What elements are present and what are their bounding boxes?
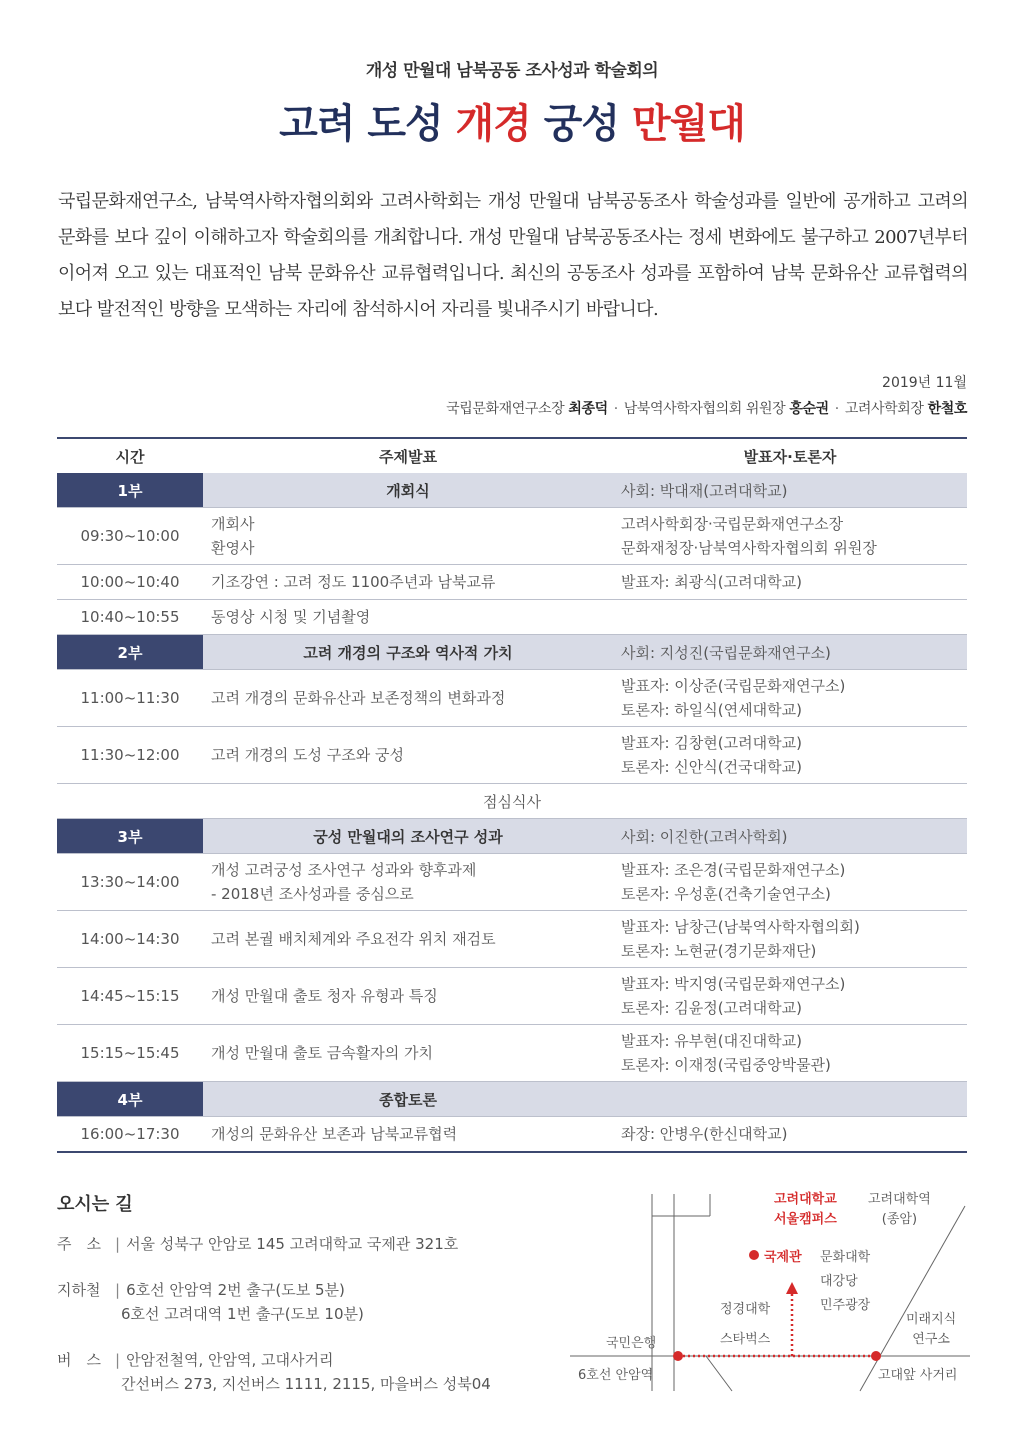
- directions-title: 오시는 길: [57, 1194, 133, 1215]
- location-map: [570, 1186, 970, 1396]
- section-moderator: 사회: 박대재(고려대학교): [621, 481, 788, 500]
- table-row: [57, 968, 967, 1025]
- row-topic: [203, 858, 613, 906]
- speaker-line: 문화재청장·남북역사학자협의회 위원장: [621, 539, 877, 557]
- section-row: [57, 635, 967, 670]
- row-time: 15:15~15:45: [80, 1044, 180, 1062]
- header-time: 시간: [115, 447, 145, 466]
- map-side-road: [706, 1356, 732, 1391]
- speaker-line: 토론자: 김윤정(고려대학교): [621, 999, 802, 1017]
- row-time: 11:30~12:00: [80, 746, 180, 764]
- row-speakers: [613, 570, 967, 594]
- topic-line: 고려 개경의 도성 구조와 궁성: [211, 746, 404, 764]
- korea-univ-station-label: 고려대학역 (종암): [868, 1192, 931, 1227]
- row-speakers: [613, 972, 967, 1020]
- section-moderator: 사회: 이진한(고려사학회): [621, 827, 788, 846]
- campus-label: 고려대학교 서울캠퍼스: [774, 1192, 837, 1227]
- section-title: 궁성 만월대의 조사연구 성과: [313, 827, 503, 846]
- table-row: [57, 565, 967, 600]
- speaker-line: 토론자: 우성훈(건축기술연구소): [621, 885, 831, 903]
- jeonggyeong-label: 정경대학: [720, 1302, 771, 1317]
- speaker-line: 발표자: 박지영(국립문화재연구소): [621, 975, 846, 993]
- event-subtitle: 개성 만월대 남북공동 조사성과 학술회의: [365, 61, 659, 81]
- date: 2019년 11월: [882, 375, 967, 391]
- section-title: 종합토론: [379, 1090, 437, 1109]
- speaker-line: 발표자: 조은경(국립문화재연구소): [621, 861, 846, 879]
- row-topic: [203, 686, 613, 710]
- section-row: [57, 819, 967, 854]
- row-topic: [203, 743, 613, 767]
- topic-line: - 2018년 조사성과를 중심으로: [211, 885, 414, 903]
- section-title: 개회식: [386, 481, 430, 500]
- speaker-line: 발표자: 남창근(남북역사학자협의회): [621, 918, 860, 936]
- header-speaker: 발표자·토론자: [743, 447, 837, 466]
- topic-line: 개성 만월대 출토 청자 유형과 특징: [211, 987, 438, 1005]
- speaker-line: 토론자: 하일식(연세대학교): [621, 701, 802, 719]
- mirae-label: 미래지식 연구소: [906, 1312, 957, 1347]
- table-row: [57, 508, 967, 565]
- row-time: 10:00~10:40: [80, 573, 180, 591]
- table-row: [57, 1025, 967, 1082]
- row-time: 16:00~17:30: [80, 1125, 180, 1143]
- address-line: 주 소 | 서울 성북구 안암로 145 고려대학교 국제관 321호: [57, 1235, 459, 1253]
- bank-label: 국민은행: [606, 1336, 657, 1351]
- table-row: [57, 727, 967, 784]
- topic-line: 고려 개경의 문화유산과 보존정책의 변화과정: [211, 689, 506, 707]
- section-moderator: 사회: 지성진(국립문화재연구소): [621, 643, 831, 662]
- row-time: 09:30~10:00: [80, 527, 180, 545]
- row-topic: [203, 512, 613, 560]
- anam-station-marker-icon: [673, 1351, 683, 1361]
- topic-line: 개성 만월대 출토 금속활자의 가치: [211, 1044, 433, 1062]
- speaker-line: 토론자: 신안식(건국대학교): [621, 758, 802, 776]
- intersection-label: 고대앞 사거리: [878, 1368, 958, 1383]
- anam-station-label: 6호선 안암역: [578, 1368, 654, 1383]
- speaker-line: 발표자: 김창현(고려대학교): [621, 734, 802, 752]
- speaker-line: 발표자: 최광식(고려대학교): [621, 573, 802, 591]
- row-time: 10:40~10:55: [80, 608, 180, 626]
- speaker-line: 좌장: 안병우(한신대학교): [621, 1125, 788, 1143]
- row-topic: [203, 984, 613, 1008]
- table-row: [57, 854, 967, 911]
- signers: 국립문화재연구소장 최종덕 · 남북역사학자협의회 위원장 홍순권 · 고려사학회장 한철호: [446, 401, 967, 417]
- row-topic: [203, 1122, 613, 1146]
- lunch-row: 점심식사: [57, 784, 967, 819]
- venue-marker-icon: [749, 1250, 759, 1260]
- schedule-table: [57, 437, 967, 1153]
- bus-line: 버 스 | 안암전철역, 안암역, 고대사거리 간선버스 273, 지선버스 1111, 2115, 마을버스 성북04: [57, 1351, 491, 1393]
- section-row: [57, 473, 967, 508]
- subway-line: 지하철 | 6호선 안암역 2번 출구(도보 5분) 6호선 고려대역 1번 출구(도보 10분): [57, 1281, 364, 1323]
- topic-line: 환영사: [211, 539, 255, 557]
- topic-line: 개성의 문화유산 보존과 남북교류협력: [211, 1125, 458, 1143]
- speaker-line: 고려사학회장·국립문화재연구소장: [621, 515, 844, 533]
- speaker-line: 발표자: 유부현(대진대학교): [621, 1032, 802, 1050]
- section-label: 3부: [57, 819, 203, 853]
- topic-line: 개성 고려궁성 조사연구 성과와 향후과제: [211, 861, 477, 879]
- table-row: [57, 600, 967, 635]
- table-row: [57, 911, 967, 968]
- topic-line: 동영상 시청 및 기념촬영: [211, 608, 371, 626]
- table-row: [57, 1117, 967, 1153]
- row-speakers: [613, 674, 967, 722]
- row-topic: [203, 1041, 613, 1065]
- topic-line: 고려 본궐 배치체계와 주요전각 위치 재검토: [211, 930, 496, 948]
- speaker-line: 토론자: 이재정(국립중앙박물관): [621, 1056, 831, 1074]
- row-time: 14:45~15:15: [80, 987, 180, 1005]
- starbucks-label: 스타벅스: [720, 1332, 771, 1347]
- row-topic: [203, 570, 613, 594]
- intersection-marker-icon: [871, 1351, 881, 1361]
- schedule-header: [57, 439, 967, 473]
- header-topic: 주제발표: [379, 447, 437, 466]
- section-label: 4부: [57, 1082, 203, 1116]
- event-title: 고려 도성 개경 궁성 만월대: [279, 100, 745, 147]
- topic-line: 기조강연 : 고려 정도 1100주년과 남북교류: [211, 573, 496, 591]
- speaker-line: 토론자: 노현균(경기문화재단): [621, 942, 817, 960]
- row-speakers: [613, 858, 967, 906]
- venue-label: 국제관: [764, 1250, 802, 1265]
- intro-paragraph: 국립문화재연구소, 남북역사학자협의회와 고려사학회는 개성 만월대 남북공동조사 학술성과를 일반에 공개하고 고려의 문화를 보다 깊이 이해하고자 학술회의를 개최합니다. 개성 만월대 남북공동조사는 정세 변화에도 불구하고 2007년부터 이어져 오고 있는 대표적인 남북 문화유산 교류협력입니다. 최신의 공동조사 성과를 포함하여 남북 문화유산 교류협력의 보다 발전적인 방향을 모색하는 자리에 참석하시어 자리를 빛내주시기 바랍니다.: [58, 191, 968, 320]
- row-speakers: [613, 1029, 967, 1077]
- section-label: 2부: [57, 635, 203, 669]
- route-arrow-icon: [786, 1282, 798, 1294]
- section-row: [57, 1082, 967, 1117]
- row-time: 11:00~11:30: [80, 689, 180, 707]
- row-speakers: [613, 915, 967, 963]
- row-topic: [203, 605, 613, 629]
- section-label: 1부: [57, 473, 203, 507]
- buildings-label: 문화대학 대강당 민주광장: [820, 1250, 871, 1313]
- row-speakers: [613, 512, 967, 560]
- row-time: 14:00~14:30: [80, 930, 180, 948]
- row-speakers: [613, 1122, 967, 1146]
- row-speakers: [613, 731, 967, 779]
- table-row: [57, 670, 967, 727]
- topic-line: 개회사: [211, 515, 255, 533]
- row-time: 13:30~14:00: [80, 873, 180, 891]
- section-title: 고려 개경의 구조와 역사적 가치: [303, 643, 513, 662]
- row-topic: [203, 927, 613, 951]
- speaker-line: 발표자: 이상준(국립문화재연구소): [621, 677, 846, 695]
